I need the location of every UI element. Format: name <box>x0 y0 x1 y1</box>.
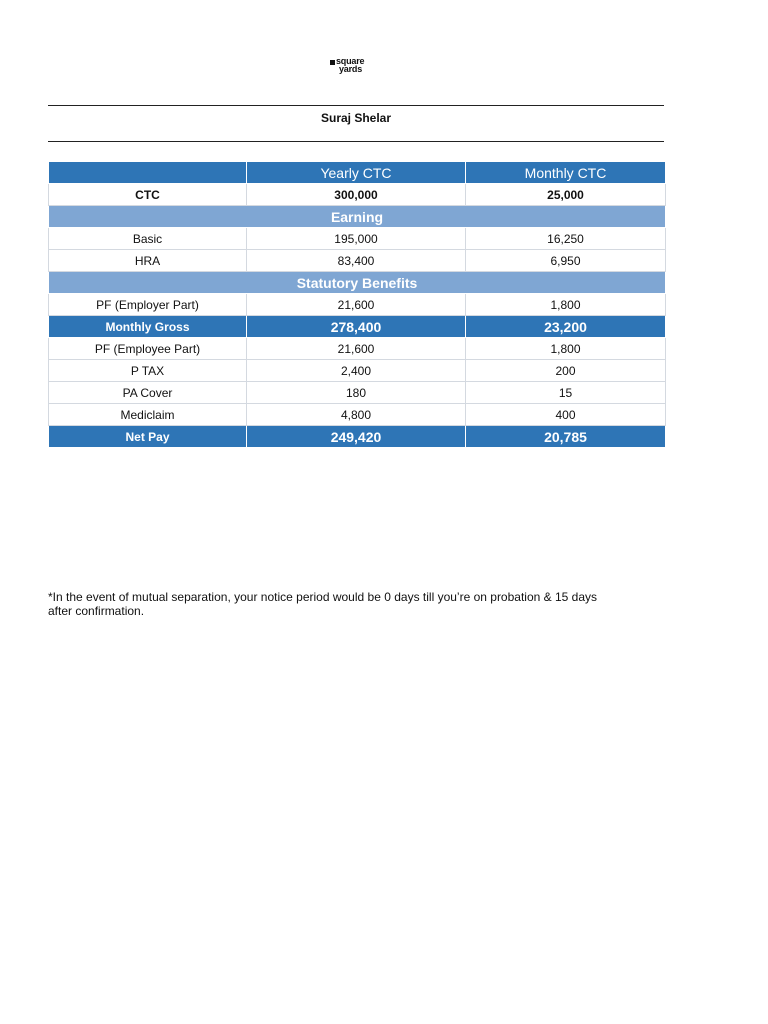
row-yearly-value: 300,000 <box>247 184 466 206</box>
row-label: PF (Employee Part) <box>49 338 247 360</box>
row-monthly-value: 6,950 <box>466 250 666 272</box>
header-yearly-ctc: Yearly CTC <box>247 162 466 184</box>
table-row-ctc <box>49 184 666 206</box>
table-row-pf-employee <box>49 338 666 360</box>
row-yearly-value: 278,400 <box>247 316 466 338</box>
row-monthly-value: 25,000 <box>466 184 666 206</box>
section-title-statutory-benefits: Statutory Benefits <box>49 272 666 294</box>
row-yearly-value: 83,400 <box>247 250 466 272</box>
table-row-monthly-gross <box>49 316 666 338</box>
table-header-row <box>49 162 666 184</box>
top-divider <box>48 105 664 106</box>
row-yearly-value: 2,400 <box>247 360 466 382</box>
footnote-line-1: *In the event of mutual separation, your notice period would be 0 days till you’re on probation & 15 days <box>48 590 598 604</box>
notice-period-footnote <box>48 590 668 618</box>
table-row-net-pay <box>49 426 666 448</box>
row-yearly-value: 180 <box>247 382 466 404</box>
row-label: PA Cover <box>49 382 247 404</box>
row-monthly-value: 16,250 <box>466 228 666 250</box>
logo-square-mark <box>330 60 335 65</box>
row-monthly-value: 200 <box>466 360 666 382</box>
section-row-earning <box>49 206 666 228</box>
table-row-mediclaim <box>49 404 666 426</box>
row-yearly-value: 195,000 <box>247 228 466 250</box>
footnote-line-2: after confirmation. <box>48 604 145 618</box>
row-label: PF (Employer Part) <box>49 294 247 316</box>
row-label: Net Pay <box>49 426 247 448</box>
header-monthly-ctc: Monthly CTC <box>466 162 666 184</box>
table-row-p-tax <box>49 360 666 382</box>
table-row-pa-cover <box>49 382 666 404</box>
table-row-pf-employer <box>49 294 666 316</box>
row-label: P TAX <box>49 360 247 382</box>
employee-name: Suraj Shelar <box>320 111 392 125</box>
row-label: Basic <box>49 228 247 250</box>
logo-text-square: square <box>336 56 365 66</box>
logo-text-yards: yards <box>339 64 363 74</box>
company-logo <box>330 56 380 76</box>
row-monthly-value: 1,800 <box>466 294 666 316</box>
row-monthly-value: 20,785 <box>466 426 666 448</box>
row-yearly-value: 21,600 <box>247 294 466 316</box>
row-monthly-value: 400 <box>466 404 666 426</box>
row-yearly-value: 249,420 <box>247 426 466 448</box>
header-label-cell <box>49 162 247 184</box>
table-row-basic <box>49 228 666 250</box>
row-label: CTC <box>49 184 247 206</box>
table-row-hra <box>49 250 666 272</box>
row-monthly-value: 1,800 <box>466 338 666 360</box>
row-yearly-value: 21,600 <box>247 338 466 360</box>
row-label: Mediclaim <box>49 404 247 426</box>
section-title-earning: Earning <box>49 206 666 228</box>
row-yearly-value: 4,800 <box>247 404 466 426</box>
ctc-breakup-table <box>48 161 666 448</box>
row-label: HRA <box>49 250 247 272</box>
section-row-statutory-benefits <box>49 272 666 294</box>
bottom-divider <box>48 141 664 142</box>
row-monthly-value: 15 <box>466 382 666 404</box>
row-label: Monthly Gross <box>49 316 247 338</box>
row-monthly-value: 23,200 <box>466 316 666 338</box>
